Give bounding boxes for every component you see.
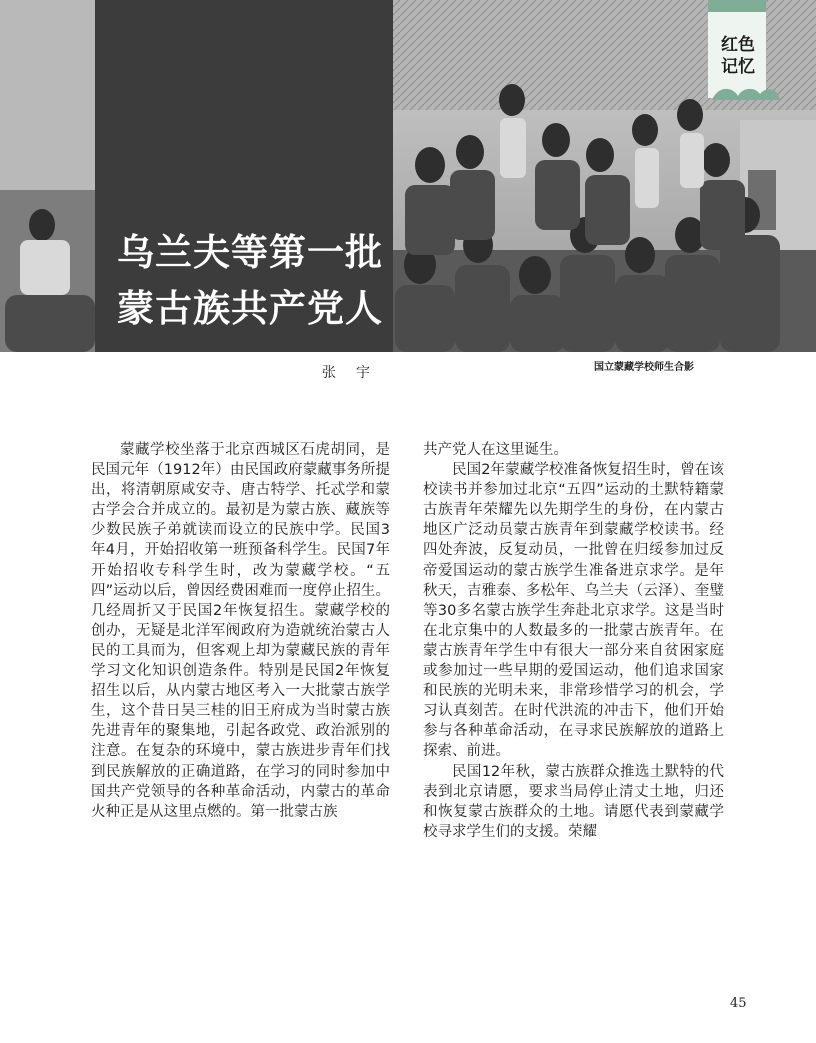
section-badge-band: [708, 0, 766, 12]
paragraph: 蒙藏学校坐落于北京西城区石虎胡同，是民国元年（1912年）由民国政府蒙藏事务所提出，将清朝原咸安寺、唐古特学、托忒学和蒙古学会合并成立的。最初是为蒙古族、藏族等少数民族子弟就读而设立的民族中学。民国3年4月，开始招收第一班预备科学生。民国7年开始招收专科学生时，改为蒙藏学校。“五四”运动以后，曾因经费困难而一度停止招生。几经周折又于民国2年恢复招生。蒙藏学校的创办，无疑是北洋军阀政府为造就统治蒙古人民的工具而为，但客观上却为蒙藏民族的青年学习文化知识创造条件。特别是民国2年恢复招生以后，从内蒙古地区考入一大批蒙古族学生，这个昔日吴三桂的旧王府成为当时蒙古族先进青年的聚集地，引起各政党、政治派别的注意。在复杂的环境中，蒙古族进步青年们找到民族解放的正确道路，在学习的同时参加中国共产党领导的各种革命活动，内蒙古的革命火种正是从这里点燃的。第一批蒙古族: [91, 442, 390, 820]
section-badge-line-2: 记忆: [721, 57, 755, 77]
article-column-right: [423, 440, 724, 842]
paragraph: 民国12年秋，蒙古族群众推选土默特的代表到北京请愿，要求当局停止清丈土地，归还和恢复蒙古族群众的土地。请愿代表到蒙藏学校寻求学生们的支援。荣耀: [423, 763, 724, 840]
cloud-ornament-icon: [708, 78, 784, 106]
section-badge-label: [714, 34, 762, 78]
article-title-line-2: 蒙古族共产党人: [117, 286, 383, 330]
paragraph: 民国2年蒙藏学校准备恢复招生时，曾在该校读书并参加过北京“五四”运动的土默特籍蒙古族青年荣耀先以先期学生的身份，在内蒙古地区广泛动员蒙古族青年到蒙藏学校读书。经四处奔波，反复动员，一批曾在归绥参加过反帝爱国运动的蒙古族学生准备进京求学。是年秋天，吉雅泰、多松年、乌兰夫（云泽）、奎璧等30多名蒙古族学生奔赴北京求学。这是当时在北京集中的人数最多的一批蒙古族青年。在蒙古族青年学生中有很大一部分来自贫困家庭或参加过一些早期的爱国运动，他们追求国家和民族的光明未来，非常珍惜学习的机会，学习认真刻苦。在时代洪流的冲击下，他们开始参与各种革命活动，在寻求民族解放的道路上探索、前进。: [423, 462, 724, 760]
paragraph-continuation: 共产党人在这里诞生。: [423, 442, 568, 458]
author-name: 张宇: [322, 365, 390, 381]
article-column-left: [91, 440, 390, 822]
page-number: 45: [730, 996, 747, 1011]
section-badge-line-1: 红色: [721, 35, 755, 55]
article-title-line-1: 乌兰夫等第一批: [117, 230, 383, 274]
photo-caption: 国立蒙藏学校师生合影: [594, 362, 694, 373]
